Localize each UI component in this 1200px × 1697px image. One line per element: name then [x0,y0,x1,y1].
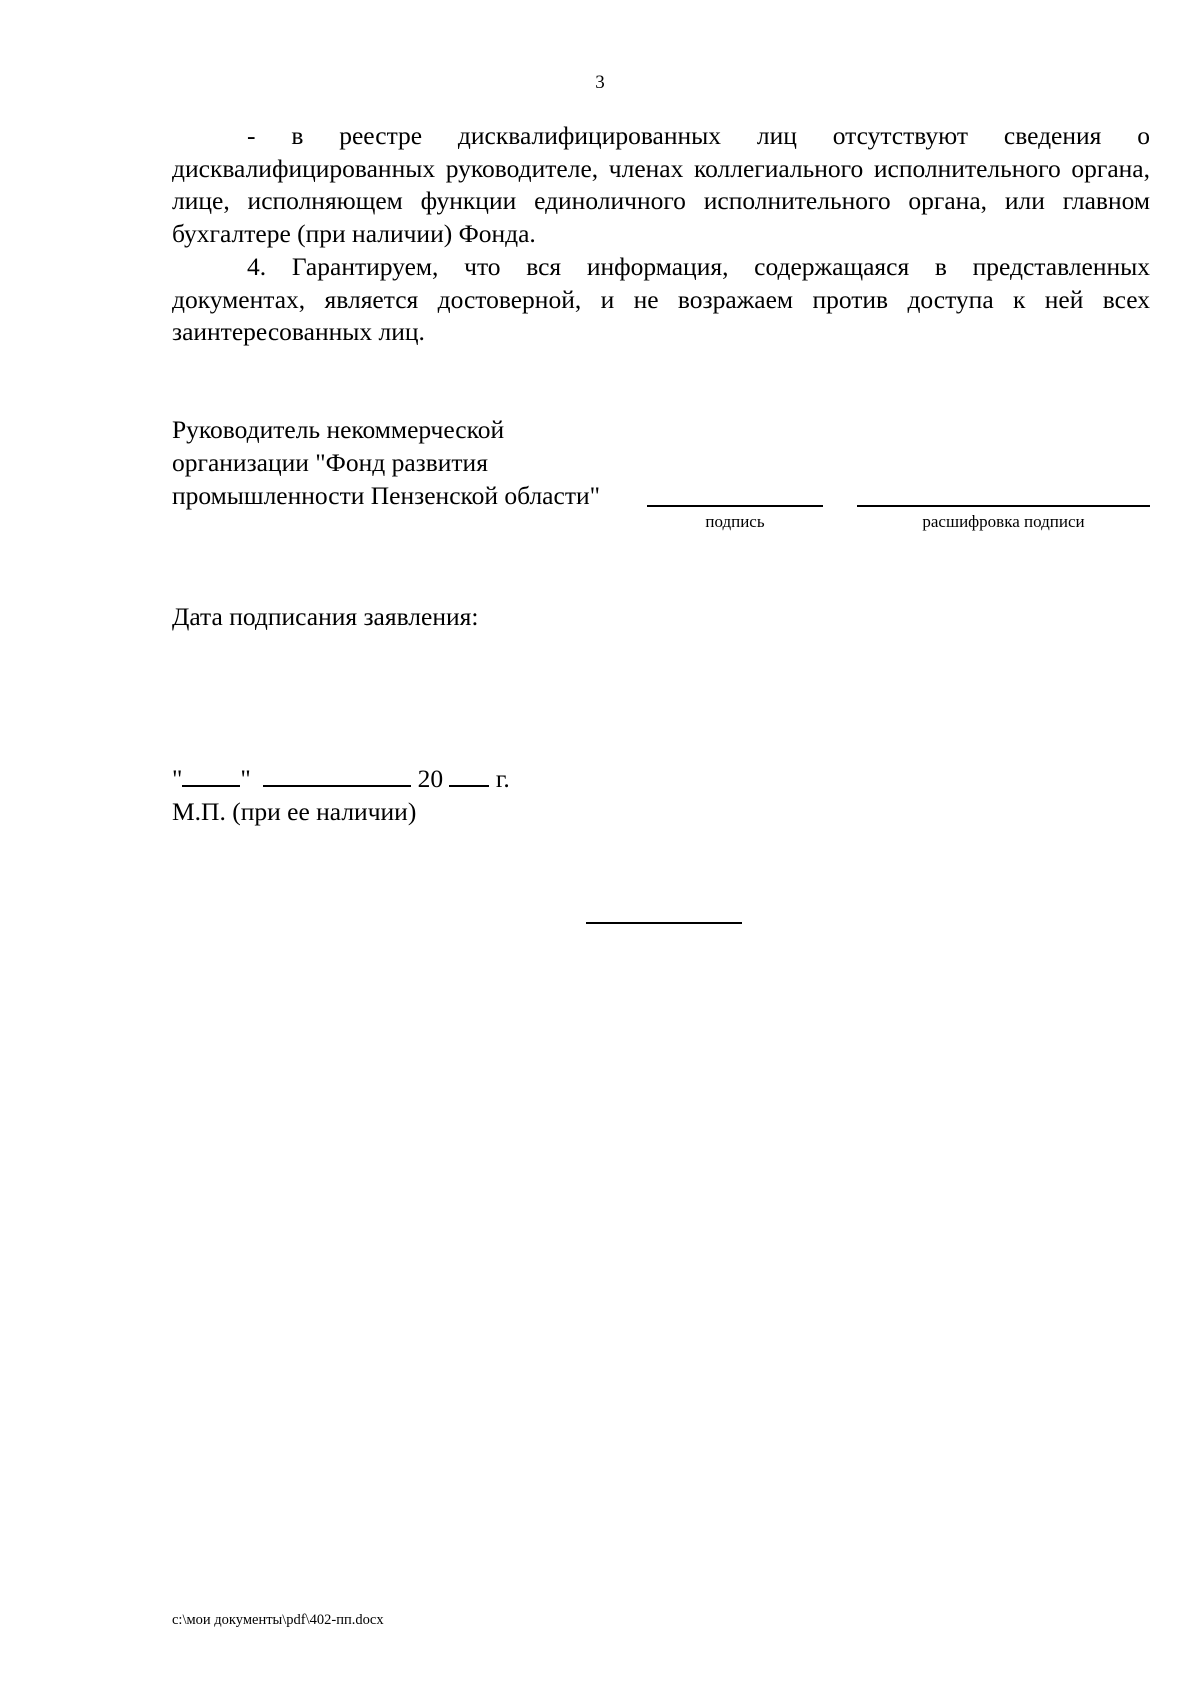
year-suffix: г. [495,764,510,793]
close-quote: " [240,764,251,793]
body-text [172,120,1150,349]
year-prefix: 20 [417,764,444,793]
signatory-title-line-2: организации "Фонд развития [172,448,488,477]
footer-file-path: c:\мои документы\pdf\402-пп.docx [172,1612,384,1628]
signature-blank [647,505,823,507]
signature-caption: подпись [705,512,765,531]
signature-decoding-caption: расшифровка подписи [922,512,1085,531]
end-of-document-rule [586,922,742,924]
signature-block [172,413,1152,531]
day-blank [182,765,240,787]
signatory-title-line-1: Руководитель некоммерческой [172,415,505,444]
month-blank [263,765,411,787]
paragraph-guarantee: 4. Гарантируем, что вся информация, содержащаяся в представленных документах, является достоверной, и не возражаем против доступа к ней всех заинтересованных лиц. [172,251,1150,347]
signature-decoding-blank [857,505,1150,507]
page-number: 3 [595,72,605,93]
open-quote: " [172,764,183,793]
date-line [172,762,510,795]
date-label: Дата подписания заявления: [172,602,479,631]
year-blank [449,765,489,787]
signatory-title-line-3: промышленности Пензенской области" [172,481,601,510]
stamp-note: М.П. (при ее наличии) [172,797,417,826]
paragraph-registry: - в реестре дисквалифицированных лиц отсутствуют сведения о дисквалифицированных руководителе, членах коллегиального исполнительного органа, лице, исполняющем функции единоличного исполнительного органа, или главном бухгалтере (при наличии) Фонда. [172,121,1150,249]
